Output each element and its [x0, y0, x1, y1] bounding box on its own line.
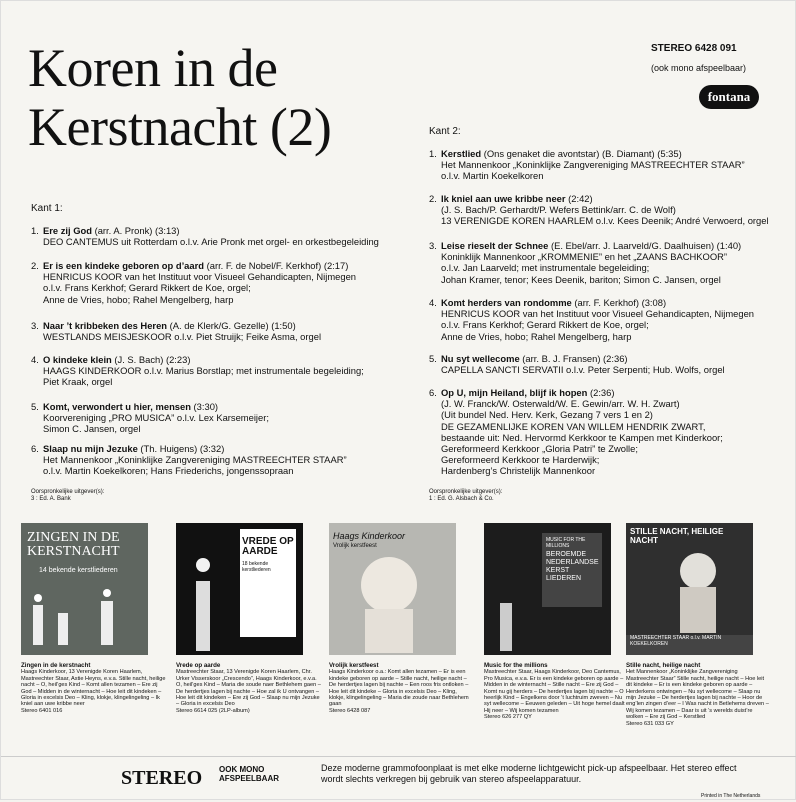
track-kant1-6: 6. Slaap nu mijn Jezuke (Th. Huigens) (3:32) Het Mannenkoor „Koninklijke Zangvereniging MASTREECHTER STAAR” o.l.v. Martin Koekelkoren; Hans Friederichs, jongenssopraan [31, 443, 347, 477]
track-kant2-2: 2. Ik kniel aan uwe kribbe neer (2:42) (J. S. Bach/P. Gerhardt/P. Wefers Bettink/arr. C. de Wolf) 13 VERENIGDE KOREN HAARLEM o.l.v. Kees Deenik; André Verwoerd, orgel [429, 193, 769, 227]
side-1-label: Kant 1: [31, 203, 63, 214]
album-cover-4: MUSIC FOR THE MILLIONS BEROEMDE NEDERLANDSE KERST LIEDEREN [484, 523, 611, 655]
track-kant2-4: 4. Komt herders van rondomme (arr. F. Kerkhof) (3:08) HENRICUS KOOR van het Instituut voor Visueel Gehandicapten, Nijmegen o.l.v. Frans Kerkhof; Gerard Rikkert de Koe, orgel; Anne de Vries, hobo; Rahel Mengelberg, harp [429, 297, 755, 342]
track-kant1-1: 1. Ere zij God (arr. A. Pronk) (3:13) DEO CANTEMUS uit Rotterdam o.l.v. Arie Pronk met orgel- en orkestbegeleiding [31, 225, 379, 248]
mono-mark: OOK MONO AFSPEELBAAR [219, 765, 280, 783]
catalog-number: STEREO 6428 091 [651, 43, 737, 54]
album-cover-1: ZINGEN IN DE KERSTNACHT 14 bekende kerstliederen [21, 523, 148, 655]
track-kant2-5: 5. Nu syt wellecome (arr. B. J. Fransen) (2:36) CAPELLA SANCTI SERVATII o.l.v. Peter Serpenti; Hub. Wolfs, orgel [429, 353, 725, 376]
side-2-publisher: Oorspronkelijke uitgever(s): 1 : Ed. G. Alsbach & Co. [429, 489, 503, 502]
track-kant1-4: 4. O kindeke klein (J. S. Bach) (2:23) HAAGS KINDERKOOR o.l.v. Marius Borstlap; met instrumentale begeleiding; Piet Kraak, orgel [31, 354, 364, 388]
title-line-1: Koren in de [28, 38, 278, 98]
album-title [28, 39, 331, 157]
track-kant1-3: 3. Naar ’t kribbeken des Heren (A. de Klerk/G. Gezelle) (1:50) WESTLANDS MEISJESKOOR o.l.v. Piet Struijk; Feike Asma, orgel [31, 320, 322, 343]
footer [1, 756, 796, 802]
track-kant2-3: 3. Leise rieselt der Schnee (E. Ebel/arr. J. Laarveld/G. Daalhuisen) (1:40) Koninklijk Mannenkoor „KROMMENIE” en het „ZAANS BACHKOOR” o.l.v. Jan Laarveld; met instrumentale begeleiding; Johan Kramer, tenor; Kees Deenik, bariton; Simon C. Jansen, orgel [429, 240, 742, 285]
playback-notice: Deze moderne grammofoonplaat is met elke moderne lichtgewicht pick-up afspeelbaar. Het stereo effect wordt slechts verkregen bij gebruik van stereo afspeelapparatuur. [321, 763, 737, 784]
album-cover-2: VREDE OP AARDE 18 bekende kerstliederen [176, 523, 303, 655]
title-line-2: Kerstnacht (2) [28, 97, 332, 157]
side-1-publisher: Oorspronkelijke uitgever(s): 3 : Ed. A. Bank [31, 489, 105, 502]
fontana-logo: fontana [699, 85, 759, 109]
album-caption-2: Vrede op aarde Mastreechter Staar, 13 Verenigde Koren Haarlem, Chr. Urker Visserskoor „Crescendo”, Haags Kinderkoor, e.v.a. O, heil’ges Kind – Maria die soude naer Bethlehem gaen – De herdertjes lagen bij nachte – Hoe zal ik U ontvangen – Hoe leit dit kindeken – Ere zij God – Slaap nu mijn Jezuke – Gloria in excelsis Deo Stereo 6614 025 (2LP-album) [176, 662, 321, 714]
stereo-mark: STEREO [121, 767, 203, 789]
album-caption-1: Zingen in de kerstnacht Haags Kinderkoor, 13 Verenigde Koren Haarlem, Mastreechter Staar, Astie Heyns, e.v.a. Stille nacht, heilige nacht – O, heil’ges Kind – Komt allen tezamen – Ere zij God – Midden in de winternacht – Hoe leit dit kindeken – Gloria in excelsis Deo – Kling, klokje, klingelingeling – Ik kniel aan uwe kribbe neer Stereo 6401 016 [21, 662, 166, 714]
track-kant1-5: 5. Komt, verwondert u hier, mensen (3:30) Koorvereniging „PRO MUSICA” o.l.v. Lex Karsemeijer; Simon C. Jansen, orgel [31, 401, 269, 435]
album-cover-5: STILLE NACHT, HEILIGE NACHT MASTREECHTER STAAR o.l.v. MARTIN KOEKELKOREN [626, 523, 753, 655]
track-kant2-6: 6. Op U, mijn Heiland, blijf ik hopen (2:36) (J. W. Franck/W. Osterwald/W. E. Gewin/arr. W. H. Zwart) (Uit bundel Ned. Herv. Kerk, Gezang 7 vers 1 en 2) DE GEZAMENLIJKE KOREN VAN WILLEM HENDRIK ZWART, bestaande uit: Ned. Hervormd Kerkkoor te Kampen met Kinderkoor; Gereformeerd Kerkkoor „Gloria Patri” te Zwolle; Gereformeerd Kerkkoor te Harderwijk; Hardenberg’s Christelijk Mannenkoor [429, 387, 723, 477]
album-cover-3: Haags Kinderkoor Vrolijk kerstfeest [329, 523, 456, 655]
printed-note: Printed in The Netherlands [701, 793, 761, 799]
track-kant1-2: 2. Er is een kindeke geboren op d’aard (arr. F. de Nobel/F. Kerkhof) (2:17) HENRICUS KOOR van het Instituut voor Visueel Gehandicapten, Nijmegen o.l.v. Frans Kerkhof; Gerard Rikkert de Koe, orgel; Anne de Vries, hobo; Rahel Mengelberg, harp [31, 260, 357, 305]
album-caption-4: Music for the millions Mastreechter Staar, Haags Kinderkoor, Deo Cantemus, Pro Musica, e.v.a. Er is een kindeke geboren op aarde – Midden in de winternacht – Stille nacht – Ere zij God – Komt nu gij herders – De herdertjes lagen bij nachte – O heerlijk Kind – Engelkens door ’t luchtruim zweven – Nu syt wellecome – Eeuwen geleden – Uit hoge hemel daalt Hij neer – Wij komen tezamen Stereo 626 277 QY [484, 662, 625, 721]
album-caption-3: Vrolijk kerstfeest Haags Kinderkoor o.a.: Komt allen tezamen – Er is een kindeke geboren op aarde – Stille nacht, heilige nacht – De herdertjes lagen bij nachte – Een roos fris ontloken – Hoe leit dit kindeke – Gloria in excelsis Deo – Kling, klokje, klingelingeling – Maria die zoude naar Bethlehem gaan Stereo 6428 087 [329, 662, 469, 714]
mono-note: (ook mono afspeelbaar) [651, 63, 747, 73]
side-2-label: Kant 2: [429, 126, 461, 137]
album-caption-5: Stille nacht, heilige nacht Het Mannenkoor „Koninklijke Zangvereniging Mastreechter Staar” Stille nacht, heilige nacht – Hoe leit dit kindeke – Er is een kindeke geboren op aarde – Herderkens ontwingen – Nu syt wellecome – Slaap nu mijn Jezuke – De herdertjes lagen bij nachte – Hoor de eng’len zingen d’eer – I Was nacht in Betlehems dreven – Wij komen tezamen – Daar is uit ’s werelds duist’re wolken – Ere zij God – Kerstlied Stereo 631 033 GY [626, 662, 769, 727]
related-albums [21, 523, 771, 658]
track-kant2-1: 1. Kerstlied (Ons genaket die avontstar) (B. Diamant) (5:35) Het Mannenkoor „Koninklijke Zangvereniging MASTREECHTER STAAR” o.l.v. Martin Koekelkoren [429, 148, 745, 182]
